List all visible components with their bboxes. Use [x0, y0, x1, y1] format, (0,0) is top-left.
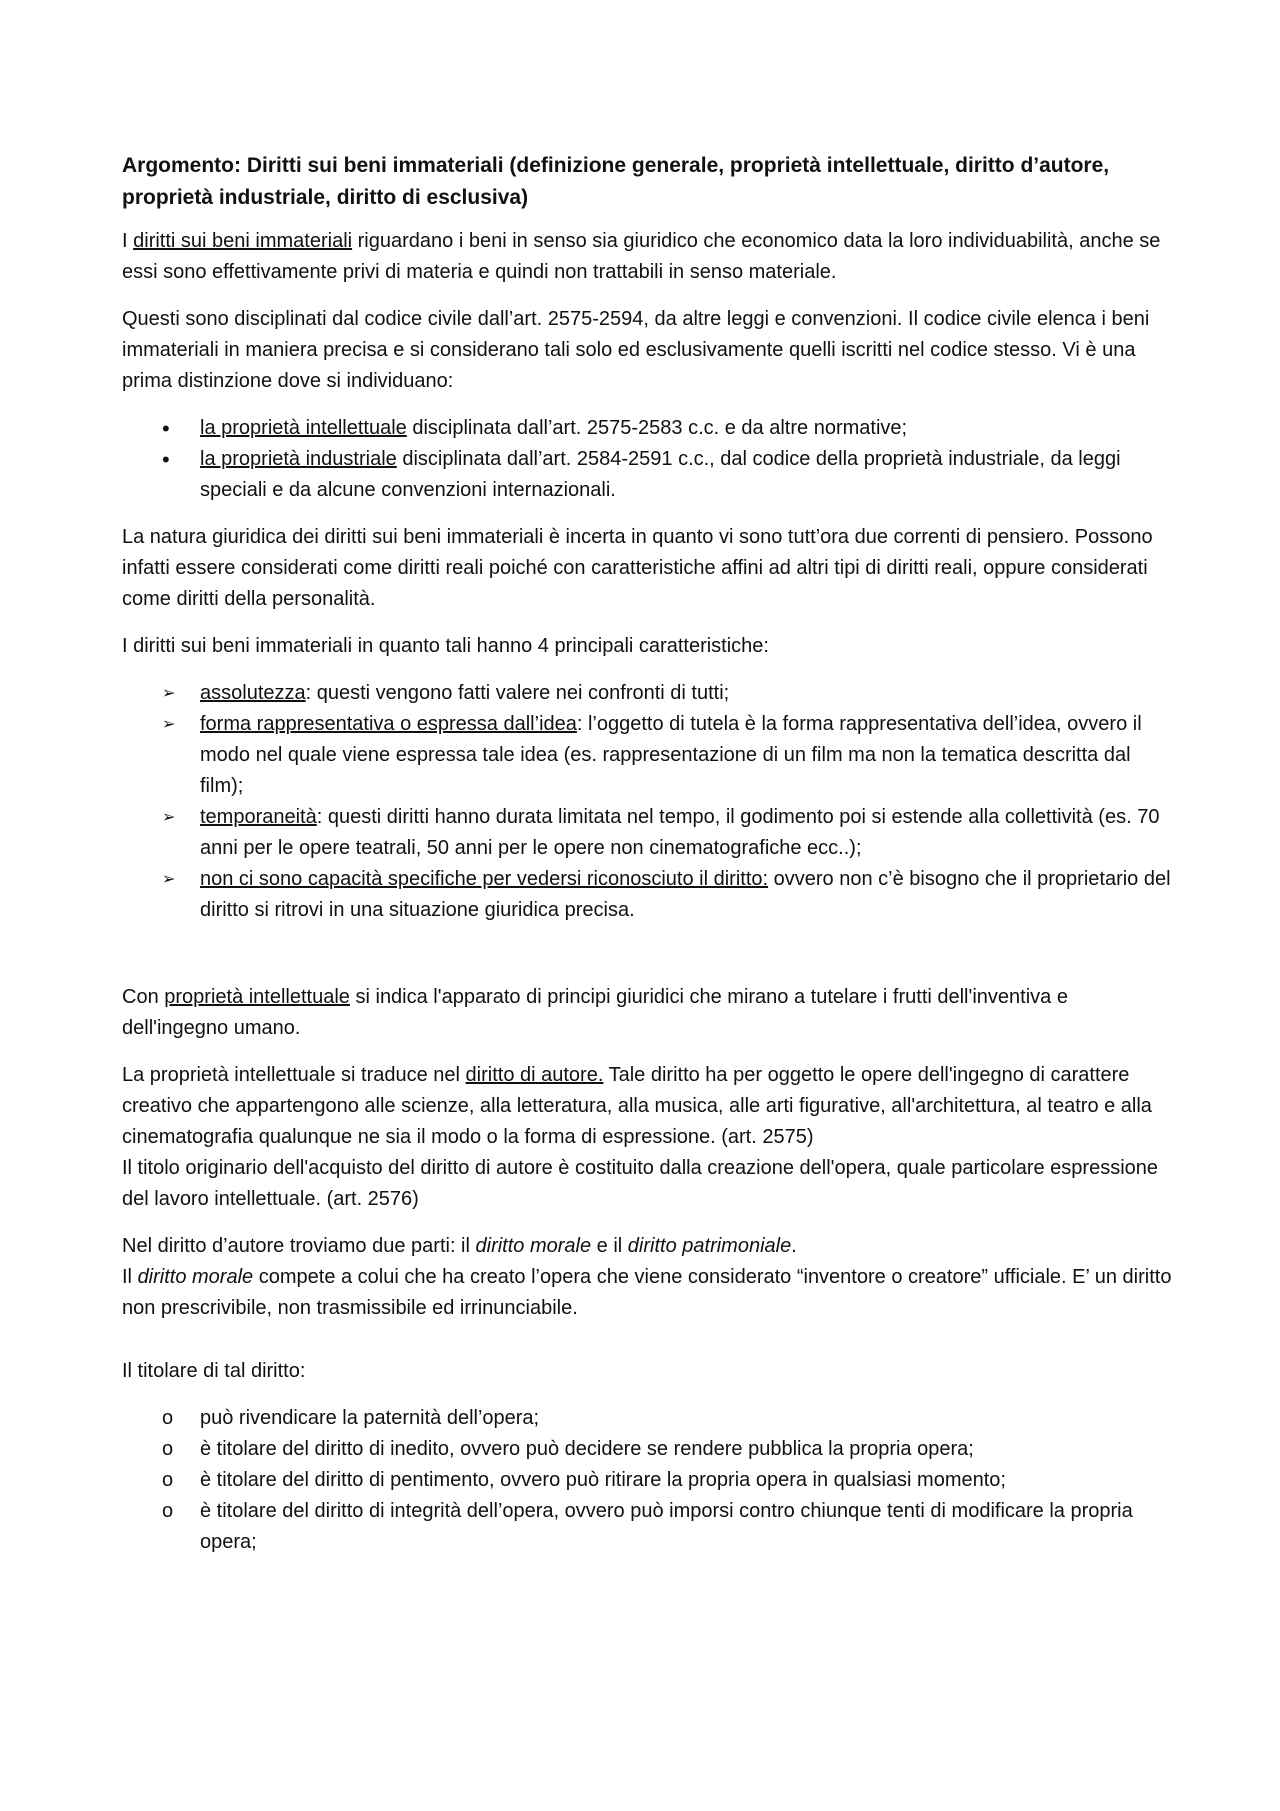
spacer [122, 942, 1172, 982]
arrow-icon: ➢ [162, 685, 176, 702]
underlined-term: diritto di autore. [465, 1064, 604, 1086]
list-item: ➢ non ci sono capacità specifiche per vedersi riconosciuto il diritto: ovvero non c’è bisogno che il proprietario del diritto si ritrovi in una situazione giuridica precisa. [122, 864, 1172, 926]
circle-bullet-icon: o [162, 1469, 174, 1491]
paragraph-discipline: Questi sono disciplinati dal codice civile dall’art. 2575-2594, da altre leggi e convenzioni. Il codice civile elenca i beni immateriali in maniera precisa e si considerano tali solo ed esclusivamente quelli iscritti nel codice stesso. Vi è una prima distinzione dove si individuano: [122, 308, 1150, 392]
document-page [122, 150, 1172, 1574]
characteristics-list [122, 678, 1172, 926]
paragraph-moral-right: Nel diritto d’autore troviamo due parti: il diritto morale e il diritto patrimoniale. Il diritto morale compete a colui che ha creato l’opera che viene considerato “inventore o creatore” ufficiale. E’ un diritto non prescrivibile, non trasmissibile ed irrinunciabile. [122, 1235, 1172, 1319]
paragraph-copyright: La proprietà intellettuale si traduce nel diritto di autore. Tale diritto ha per oggetto le opere dell'ingegno di carattere creativo che appartengono alle scienze, alla letteratura, alla musica, alle arti figurative, all'architettura, al teatro e alla cinematografia qualunque ne sia il modo o la forma di espressione. (art. 2575) Il titolo originario dell'acquisto del diritto di autore è costituito dalla creazione dell'opera, quale particolare espressione del lavoro intellettuale. (art. 2576) [122, 1064, 1159, 1210]
arrow-icon: ➢ [162, 716, 176, 733]
arrow-icon: ➢ [162, 871, 176, 888]
bullet-icon: • [162, 416, 170, 441]
arrow-icon: ➢ [162, 809, 176, 826]
bullet-icon: • [162, 447, 170, 472]
paragraph-characteristics-intro: I diritti sui beni immateriali in quanto tali hanno 4 principali caratteristiche: [122, 635, 769, 657]
list-item: o è titolare del diritto di integrità dell’opera, ovvero può imporsi contro chiunque tenti di modificare la propria opera; [122, 1496, 1172, 1558]
list-item: • la proprietà industriale disciplinata dall’art. 2584-2591 c.c., dal codice della proprietà industriale, da leggi speciali e da alcune convenzioni internazionali. [122, 444, 1172, 506]
circle-bullet-icon: o [162, 1438, 174, 1460]
distinction-list [122, 413, 1172, 506]
paragraph-intro: I diritti sui beni immateriali riguardano i beni in senso sia giuridico che economico data la loro individuabilità, anche se essi sono effettivamente privi di materia e quindi non trattabili in senso materiale. [122, 230, 1161, 283]
document-title: Argomento: Diritti sui beni immateriali (definizione generale, proprietà intellettuale, diritto d’autore, proprietà industriale, diritto di esclusiva) [122, 154, 1110, 209]
paragraph-legal-nature: La natura giuridica dei diritti sui beni immateriali è incerta in quanto vi sono tutt’ora due correnti di pensiero. Possono infatti essere considerati come diritti reali poiché con caratteristiche affini ad altri tipi di diritti reali, oppure considerati come diritti della personalità. [122, 526, 1153, 610]
circle-bullet-icon: o [162, 1407, 174, 1429]
underlined-term: proprietà intellettuale [164, 986, 350, 1008]
underlined-term: diritti sui beni immateriali [133, 230, 353, 252]
list-item: o può rivendicare la paternità dell’opera; [122, 1403, 1172, 1434]
spacer [122, 1340, 1172, 1356]
holder-rights-list [122, 1403, 1172, 1558]
list-item: ➢ forma rappresentativa o espressa dall’idea: l’oggetto di tutela è la forma rappresentativa dell’idea, ovvero il modo nel quale viene espressa tale idea (es. rappresentazione di un film ma non la tematica descritta dal film); [122, 709, 1172, 802]
paragraph-holder-intro: Il titolare di tal diritto: [122, 1360, 306, 1382]
list-item: o è titolare del diritto di pentimento, ovvero può ritirare la propria opera in qualsiasi momento; [122, 1465, 1172, 1496]
list-item: ➢ assolutezza: questi vengono fatti valere nei confronti di tutti; [122, 678, 1172, 709]
list-item: o è titolare del diritto di inedito, ovvero può decidere se rendere pubblica la propria opera; [122, 1434, 1172, 1465]
paragraph-intellectual-property: Con proprietà intellettuale si indica l'apparato di principi giuridici che mirano a tutelare i frutti dell'inventiva e dell'ingegno umano. [122, 986, 1068, 1039]
circle-bullet-icon: o [162, 1500, 174, 1522]
list-item: • la proprietà intellettuale disciplinata dall’art. 2575-2583 c.c. e da altre normative; [122, 413, 1172, 444]
list-item: ➢ temporaneità: questi diritti hanno durata limitata nel tempo, il godimento poi si estende alla collettività (es. 70 anni per le opere teatrali, 50 anni per le opere non cinematografiche ecc..); [122, 802, 1172, 864]
